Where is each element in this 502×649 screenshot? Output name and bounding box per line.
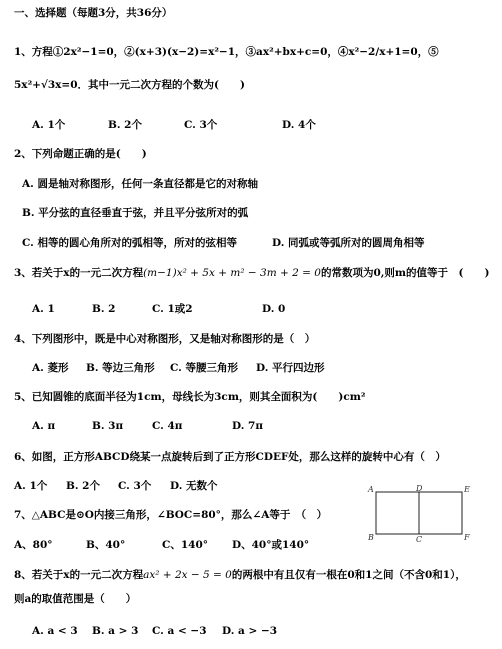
q1-option-b: B. 2个 [108,119,142,131]
question-3-stem [14,266,489,280]
q1-option-d: D. 4个 [282,119,316,131]
q8-stem-start: 8、若关于x的一元二次方程 [14,569,144,581]
question-1-line-2: 5x²+√3x=0．其中一元二次方程的个数为( ) [14,79,245,91]
q6-option-d: D. 无数个 [170,480,218,492]
q5-option-b: B. 3π [92,420,124,432]
q3-option-d: D. 0 [262,303,286,315]
q7-option-b: B、40° [86,539,126,551]
q8-option-c: C. a < −3 [152,625,207,637]
q3-option-c: C. 1或2 [152,303,193,315]
question-4-stem: 4、下列图形中，既是中心对称图形，又是轴对称图形的是（ ） [14,333,316,345]
label-a: A [368,485,374,494]
q2-option-c: C. 相等的圆心角所对的弧相等，所对的弦相等 [22,237,237,249]
question-6-stem: 6、如图，正方形ABCD绕某一点旋转后到了正方形CDEF处，那么这样的旋转中心有（ ） [14,451,446,463]
question-5-stem: 5、已知圆锥的底面半径为1cm，母线长为3cm，则其全面积为( )cm² [14,391,366,403]
label-f: F [464,533,470,542]
q7-option-d: D、40°或140° [232,539,310,551]
q5-option-c: C. 4π [152,420,183,432]
q2-option-d: D. 同弧或等弧所对的圆周角相等 [272,237,425,249]
question-8-line-2: 则a的取值范围是（ ） [14,593,137,605]
label-d: D [416,484,423,493]
q6-option-b: B. 2个 [66,480,100,492]
q5-option-a: A. π [32,420,56,432]
q2-option-a: A. 圆是轴对称图形，任何一条直径都是它的对称轴 [22,178,258,190]
q1-option-a: A. 1个 [32,119,66,131]
q5-option-d: D. 7π [232,420,264,432]
q3-stem-end: 的常数项为0,则m的值等于 ( ) [320,267,490,279]
q7-option-c: C、140° [162,539,209,551]
question-2-stem: 2、下列命题正确的是( ) [14,148,147,160]
q6-option-a: A. 1个 [14,480,48,492]
q8-option-a: A. a < 3 [32,625,78,637]
q3-option-b: B. 2 [92,303,116,315]
q4-option-b: B. 等边三角形 [86,362,155,374]
q8-stem-end: 的两根中有且仅有一根在0和1之间（不含0和1）， [231,569,466,581]
q3-stem-start: 3、若关于x的一元二次方程 [14,267,144,279]
q2-option-b: B. 平分弦的直径垂直于弦，并且平分弦所对的弧 [22,207,249,219]
section-heading: 一、选择题（每题3分，共36分） [14,7,173,19]
q6-option-c: C. 3个 [118,480,152,492]
label-b: B [368,533,374,542]
q8-equation: ax² + 2x − 5 = 0 [143,569,232,581]
q8-option-b: B. a > 3 [92,625,139,637]
q3-option-a: A. 1 [32,303,55,315]
q7-option-a: A、80° [14,539,53,551]
square-rotation-figure [366,484,476,544]
q4-option-a: A. 菱形 [32,362,69,374]
q3-equation: (m−1)x² + 5x + m² − 3m + 2 = 0 [143,267,321,279]
q1-option-c: C. 3个 [184,119,218,131]
question-7-stem: 7、△ABC是⊙O内接三角形，∠BOC=80°，那么∠A等于 （ ） [14,509,328,521]
question-1-line-1: 1、方程①2x²−1=0，②(x+3)(x−2)=x²−1，③ax²+bx+c=0，④x²−2/x+1=0，⑤ [14,46,439,58]
q8-option-d: D. a > −3 [222,625,278,637]
q4-option-d: D. 平行四边形 [256,362,325,374]
label-c: C [416,535,423,544]
label-e: E [464,485,470,494]
question-8-stem [14,568,466,582]
q4-option-c: C. 等腰三角形 [170,362,238,374]
